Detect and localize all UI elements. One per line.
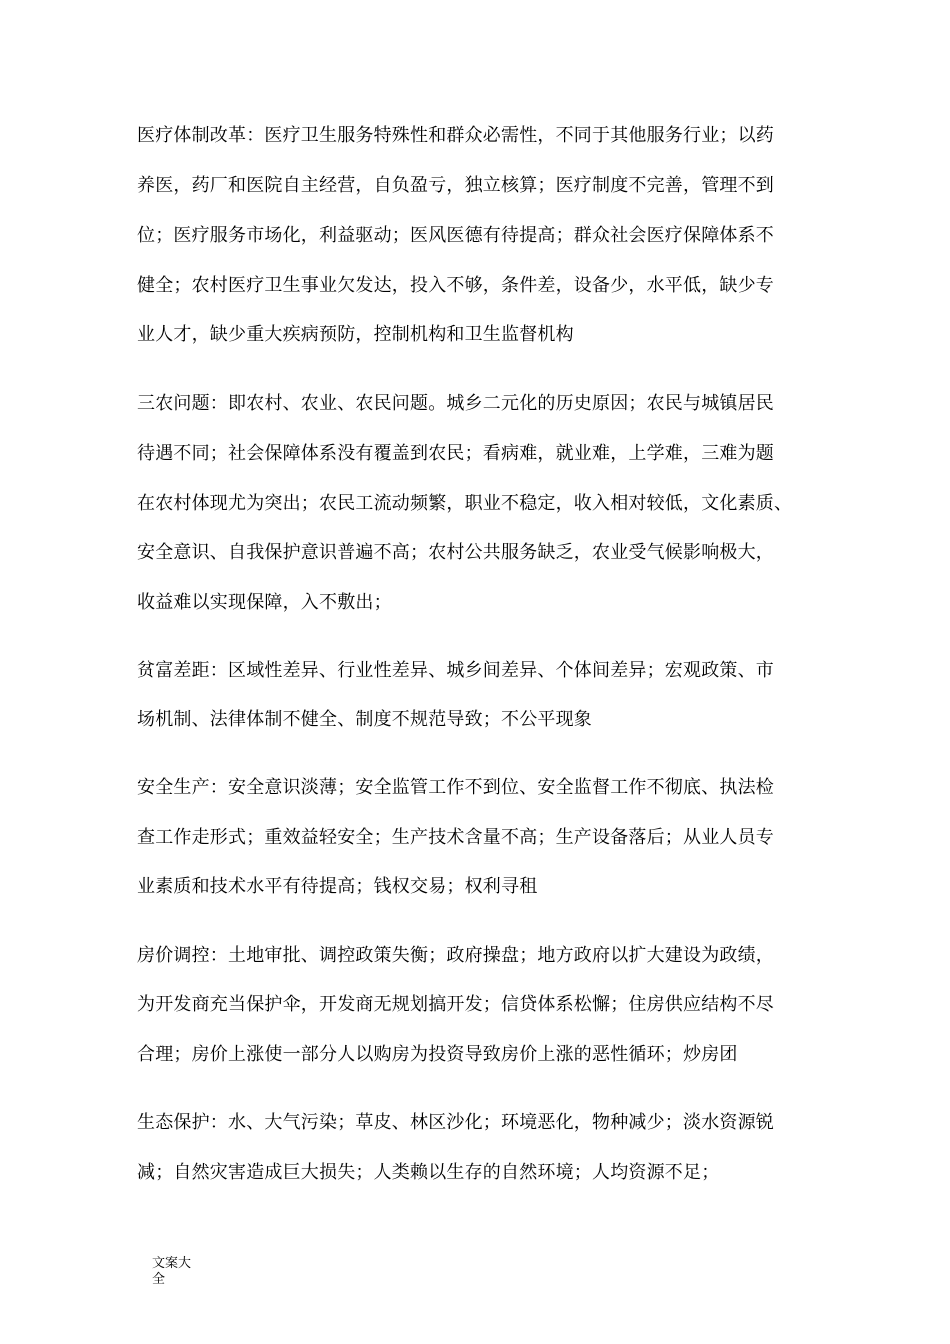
text-line: 在农村体现尤为突出；农民工流动频繁，职业不稳定，收入相对较低，文化素质、 [137, 493, 793, 514]
footer-text-line: 全 [152, 1272, 166, 1287]
text-line: 生态保护：水、大气污染；草皮、林区沙化；环境恶化，物种减少；淡水资源锐 [137, 1112, 774, 1133]
text-line: 位；医疗服务市场化，利益驱动；医风医德有待提高；群众社会医疗保障体系不 [137, 225, 774, 246]
text-line: 三农问题：即农村、农业、农民问题。城乡二元化的历史原因；农民与城镇居民 [137, 393, 774, 414]
text-line: 待遇不同；社会保障体系没有覆盖到农民；看病难，就业难，上学难，三难为题 [137, 443, 774, 464]
text-line: 减；自然灾害造成巨大损失；人类赖以生存的自然环境；人均资源不足； [137, 1162, 720, 1183]
text-line: 业素质和技术水平有待提高；钱权交易；权利寻租 [137, 876, 538, 897]
text-line: 医疗体制改革：医疗卫生服务特殊性和群众必需性，不同于其他服务行业；以药 [137, 125, 774, 146]
text-line: 查工作走形式；重效益轻安全；生产技术含量不高；生产设备落后；从业人员专 [137, 827, 774, 848]
text-line: 场机制、法律体制不健全、制度不规范导致；不公平现象 [137, 709, 592, 730]
text-line: 房价调控：土地审批、调控政策失衡；政府操盘；地方政府以扩大建设为政绩， [137, 945, 774, 966]
text-line: 健全；农村医疗卫生事业欠发达，投入不够，条件差，设备少，水平低，缺少专 [137, 275, 774, 296]
text-line: 业人才，缺少重大疾病预防，控制机构和卫生监督机构 [137, 324, 574, 345]
text-line: 养医，药厂和医院自主经营，自负盈亏，独立核算；医疗制度不完善，管理不到 [137, 175, 774, 196]
text-line: 安全生产：安全意识淡薄；安全监管工作不到位、安全监督工作不彻底、执法检 [137, 777, 774, 798]
text-line: 为开发商充当保护伞，开发商无规划搞开发；信贷体系松懈；住房供应结构不尽 [137, 994, 774, 1015]
text-line: 合理；房价上涨使一部分人以购房为投资导致房价上涨的恶性循环；炒房团 [137, 1044, 738, 1065]
footer-text-line: 文案大 [152, 1256, 192, 1271]
text-line: 安全意识、自我保护意识普遍不高；农村公共服务缺乏，农业受气候影响极大， [137, 542, 774, 563]
text-line: 收益难以实现保障，入不敷出； [137, 592, 392, 613]
text-line: 贫富差距：区域性差异、行业性差异、城乡间差异、个体间差异；宏观政策、市 [137, 660, 774, 681]
